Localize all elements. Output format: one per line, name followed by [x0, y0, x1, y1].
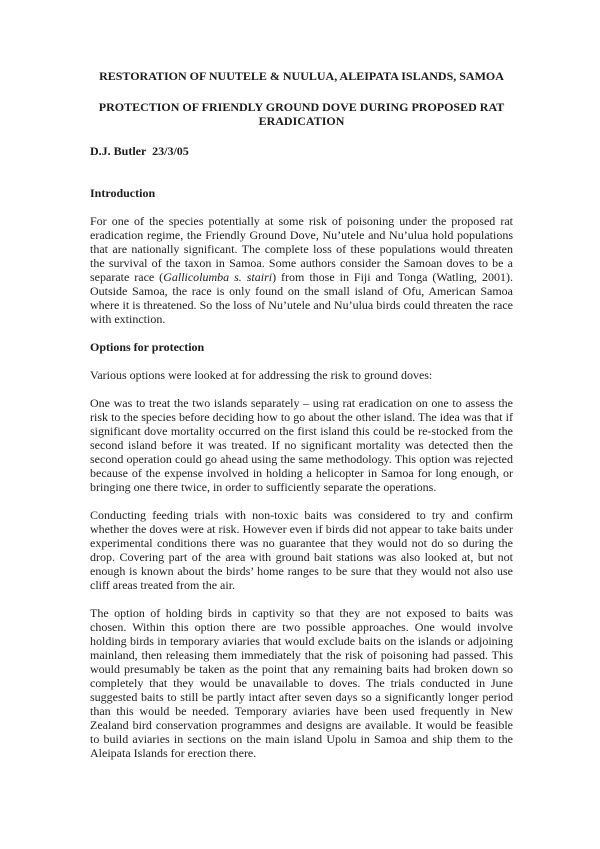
document-subtitle: PROTECTION OF FRIENDLY GROUND DOVE DURING PROPOSED RAT ERADICATION — [98, 100, 505, 128]
document-title: RESTORATION OF NUUTELE & NUULUA, ALEIPATA ISLANDS, SAMOA — [99, 69, 504, 83]
section-heading-options-for-protection: Options for protection — [90, 340, 205, 354]
paragraph-option-captivity: The option of holding birds in captivity so that they are not exposed to baits was chosen. Within this option there are two possible approaches. One would involve holding birds in temporary aviaries that would exclude baits on the islands or adjoining mainland, then releasing them immediately that the risk of poisoning had passed. This would presumably be taken as the point that any remaining baits had broken down so completely that they would be unavailable to doves. The trials conducted in June suggested baits to still be partly intact after seven days so a significantly longer period than this would be needed. Temporary aviaries have been used frequently in New Zealand bird conservation programmes and designs are available. It would be feasible to build aviaries in sections on the main island Upolu in Samoa and ship them to the Aleipata Islands for erection there. — [90, 606, 513, 760]
author-byline: D.J. Butler 23/3/05 — [90, 144, 189, 158]
paragraph-option-feeding-trials: Conducting feeding trials with non-toxic baits was considered to try and confirm whether the doves were at risk. However even if birds did not appear to take baits under experimental conditions there was no guarantee that they would not do so during the drop. Covering part of the area with ground bait stations was also looked at, but not enough is known about the birds’ home ranges to be sure that they would not also use cliff areas treated from the air. — [90, 508, 513, 592]
document-content — [90, 69, 513, 760]
paragraph-options-lead: Various options were looked at for addressing the risk to ground doves: — [90, 368, 433, 382]
text-segment: ) from those in Fiji and Tonga (Watling, 2001). Outside Samoa, the race is only found on the small island of Ofu, American Samoa where it is threatened. So the loss of Nu’utele and Nu’ulua birds could threaten the race with extinction. — [90, 270, 513, 326]
species-name-italic: Gallicolumba s. stairi — [163, 270, 273, 284]
paragraph-introduction — [90, 214, 513, 326]
text-segment: For one of the species potentially at some risk of poisoning under the proposed rat eradication regime, the Friendly Ground Dove, Nu’utele and Nu’ulua hold populations that are nationally significant. The complete loss of these populations would threaten the survival of the taxon in Samoa. Some authors consider the Samoan doves to be a separate race ( — [90, 214, 513, 284]
section-heading-introduction: Introduction — [90, 186, 156, 200]
paragraph-option-separate-treatment: One was to treat the two islands separately – using rat eradication on one to assess the risk to the species before deciding how to go about the other island. The idea was that if significant dove mortality occurred on the first island this could be re-stocked from the second island before it was treated. If no significant mortality was detected then the second operation could go ahead using the same methodology. This option was rejected because of the expense involved in holding a helicopter in Samoa for long enough, or bringing one there twice, in order to sufficiently separate the operations. — [90, 396, 513, 494]
